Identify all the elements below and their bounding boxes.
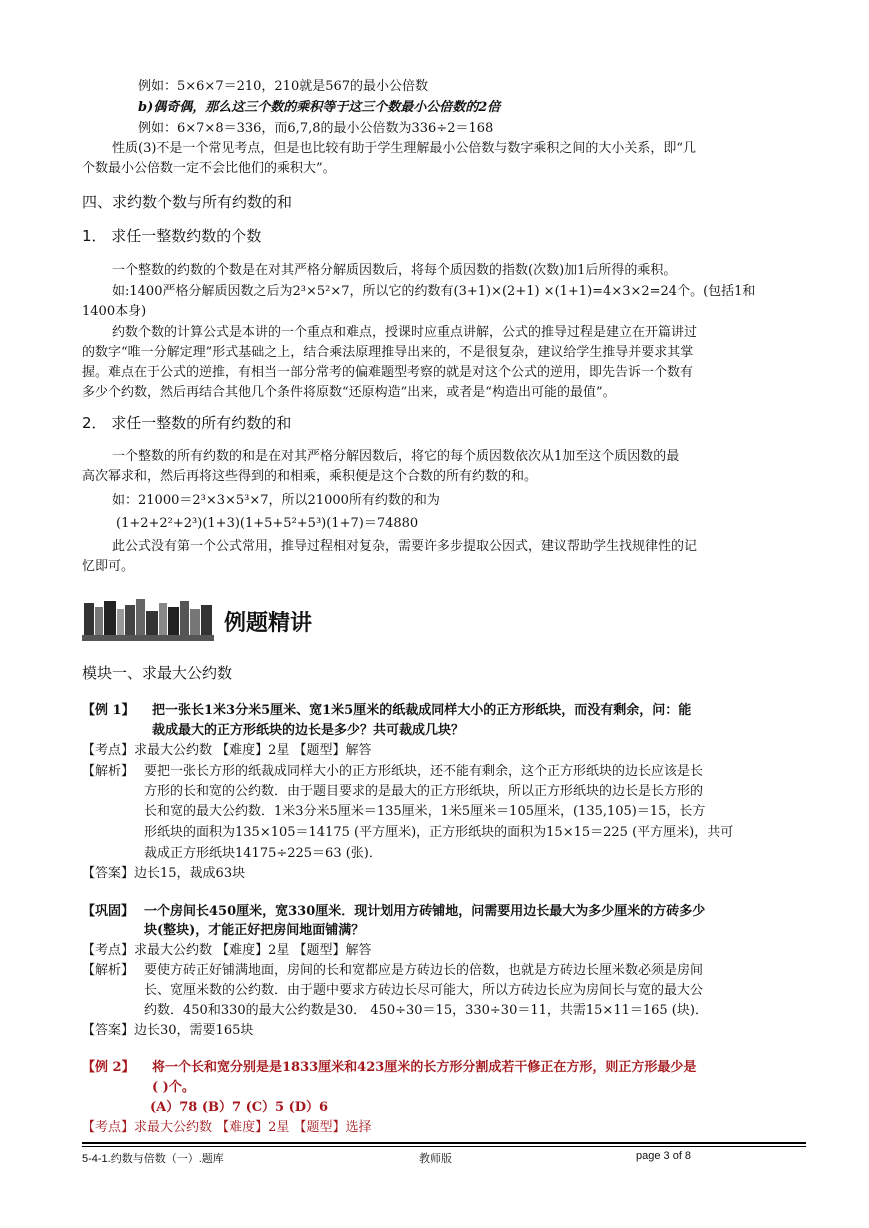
section-heading: 四、求约数个数与所有约数的和: [82, 193, 293, 211]
question-line: 一个房间长450厘米，宽330厘米．现计划用方砖铺地，问需要用边长最大为多少厘米的方砖多少: [144, 904, 706, 919]
question-line: 裁成最大的正方形纸块的边长是多少？共可裁成几块？: [152, 723, 465, 738]
paragraph-line: 一个整数的约数的个数是在对其严格分解质因数后，将每个质因数的指数(次数)加1后所得的乘积。: [112, 263, 677, 278]
example-tag: 【例 2】: [82, 1060, 135, 1075]
solution-tag: 【解析】: [82, 764, 135, 779]
options-line: (A）78 (B）7 (C）5 (D）6: [150, 1100, 329, 1115]
example-tag: 【巩固】: [82, 904, 135, 919]
footer-left: 5-4-1.约数与倍数（一）.题库: [82, 1153, 224, 1165]
formula-intro: 如:1400严格分解质因数之后为: [112, 284, 293, 299]
solution-line: 要使方砖正好铺满地面，房间的长和宽都应是方砖边长的倍数，也就是方砖边长厘米数必须是房间: [144, 963, 704, 978]
solution-tag: 【解析】: [82, 963, 135, 978]
text-line: 例如：5×6×7＝210，210就是567的最小公倍数: [138, 79, 429, 94]
paragraph-line: 一个整数的所有约数的和是在对其严格分解因数后，将它的每个质因数依次从1加至这个质因数的最: [112, 449, 680, 464]
formula-line: 如：21000＝2³×3×5³×7，所以21000所有约数的和为: [112, 493, 440, 508]
solution-line: 要把一张长方形的纸裁成同样大小的正方形纸块，还不能有剩余，这个正方形纸块的边长应该是长: [144, 764, 704, 779]
answer-line: 【答案】边长30，需要165块: [82, 1023, 254, 1038]
question-line: 把一张长1米3分米5厘米、宽1米5厘米的纸裁成同样大小的正方形纸块，而没有剩余，问：能: [152, 703, 692, 718]
example-tag: 【例 1】: [82, 703, 135, 718]
solution-line: 方形的长和宽的公约数．由于题目要求的是最大的正方形纸块，所以正方形纸块的边长是长方形的: [144, 784, 704, 799]
footer-rule-thin: [82, 1146, 806, 1147]
paragraph-line: 约数个数的计算公式是本讲的一个重点和难点，授课时应重点讲解，公式的推导过程是建立在开篇讲过: [112, 325, 698, 340]
formula-tail: ，所以它的约数有(3+1)×(2+1) ×(1+1)=4×3×2=24个。(包括1和: [349, 284, 756, 299]
solution-line: 约数．450和330的最大公约数是30． 450÷30＝15，330÷30＝11，共需15×11＝165 (块)．: [144, 1003, 708, 1018]
question-line: 块(整块)，才能正好把房间地面铺满？: [144, 923, 365, 938]
subsection-heading: 1． 求任一整数约数的个数: [82, 227, 262, 245]
solution-line: 长和宽的最大公约数．1米3分米5厘米＝135厘米，1米5厘米＝105厘米，(135,105)＝15，长方: [144, 804, 706, 819]
meta-line: 【考点】求最大公约数 【难度】2星 【题型】解答: [82, 943, 372, 958]
solution-line: 长、宽厘米数的公约数．由于题中要求方砖边长尽可能大，所以方砖边长应为房间长与宽的最大公: [144, 983, 704, 998]
paragraph-line: [112, 283, 755, 301]
subsection-heading: 2． 求任一整数的所有约数的和: [82, 414, 292, 432]
solution-line: 形纸块的面积为135×105＝14175 (平方厘米)，正方形纸块的面积为15×15＝225 (平方厘米)，共可: [144, 825, 734, 840]
meta-line: 【考点】求最大公约数 【难度】2星 【题型】选择: [82, 1120, 372, 1135]
text-line: 个数最小公倍数一定不会比他们的乘积大”。: [82, 161, 336, 176]
paragraph-line: 此公式没有第一个公式常用，推导过程相对复杂，需要许多步提取公因式，建议帮助学生找规律性的记: [112, 539, 698, 554]
section-banner-title: 例题精讲: [224, 611, 313, 636]
paragraph-line: 1400本身): [82, 304, 147, 319]
paragraph-line: 多少个约数，然后再结合其他几个条件将原数“还原构造”出来，或者是“构造出可能的最值”。: [82, 385, 616, 400]
text-line-bold: b)偶奇偶，那么这三个数的乘积等于这三个数最小公倍数的2倍: [138, 100, 501, 115]
solution-line: 裁成正方形纸块14175÷225＝63 (张)．: [144, 846, 382, 861]
footer-page-number: page 3 of 8: [636, 1150, 692, 1162]
paragraph-line: 握。难点在于公式的逆推，有相当一部分常考的偏难题型考察的就是对这个公式的逆用，即先告诉一个数有: [82, 365, 694, 380]
paragraph-line: 的数字“唯一分解定理”形式基础之上，结合乘法原理推导出来的，不是很复杂，建议给学生推导并要求其掌: [82, 345, 694, 360]
question-line: ( )个。: [152, 1080, 195, 1095]
paragraph-line: 高次幂求和，然后再将这些得到的和相乘，乘积便是这个合数的所有约数的和。: [82, 469, 538, 484]
text-line: 例如：6×7×8＝336，而6,7,8的最小公倍数为336÷2＝168: [138, 121, 494, 136]
meta-line: 【考点】求最大公约数 【难度】2星 【题型】解答: [82, 743, 372, 758]
footer-center: 教师版: [419, 1153, 452, 1165]
formula: 2³×5²×7: [292, 284, 350, 299]
footer-rule-thick: [82, 1142, 806, 1144]
question-line: 将一个长和宽分别是是1833厘米和423厘米的长方形分割成若干修正在方形，则正方形最少是: [152, 1060, 697, 1075]
module-heading: 模块一、求最大公约数: [82, 664, 233, 682]
text-line: 性质(3)不是一个常见考点，但是也比较有助于学生理解最小公倍数与数字乘积之间的大小关系，即“几: [112, 141, 697, 156]
answer-line: 【答案】边长15，裁成63块: [82, 866, 246, 881]
formula-line: (1+2+2²+2³)(1+3)(1+5+5²+5³)(1+7)＝74880: [116, 516, 419, 531]
books-banner-image: [82, 597, 216, 643]
paragraph-line: 忆即可。: [82, 559, 135, 574]
